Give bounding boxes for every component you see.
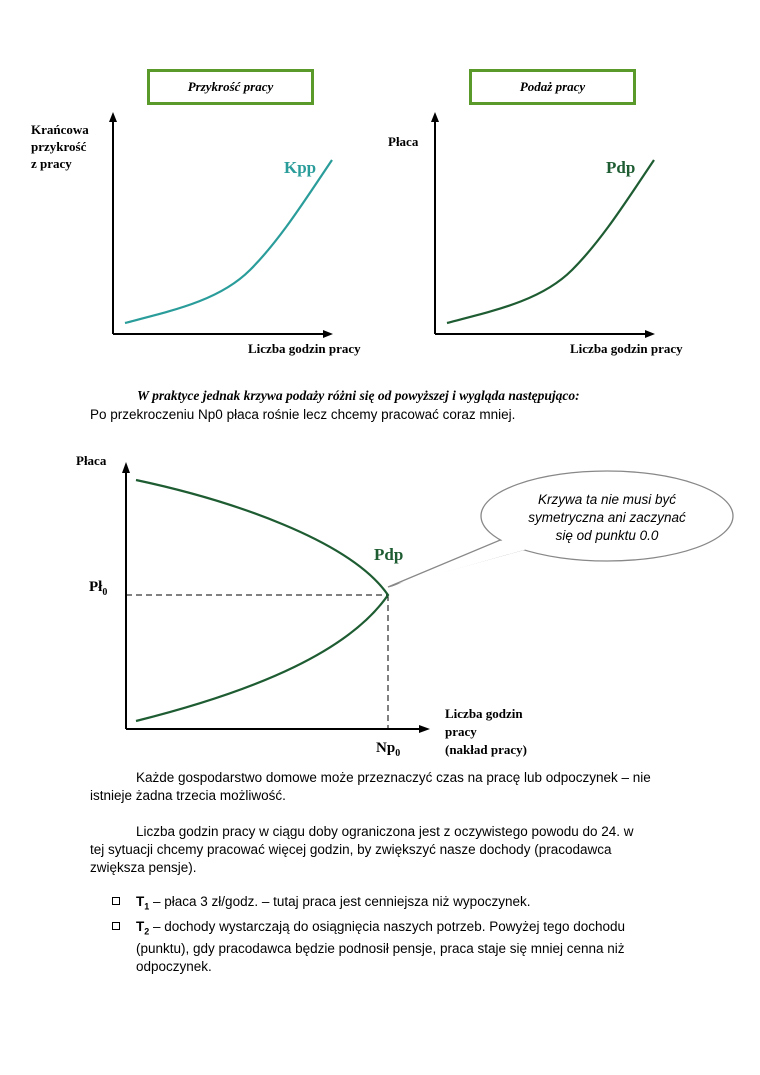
x-axis-label-left: Liczba godzin pracy	[248, 341, 361, 356]
callout-line-2: symetryczna ani zaczynać	[528, 510, 686, 525]
pdp-curve-top	[447, 160, 654, 323]
callout-line-1: Krzywa ta nie musi być	[537, 492, 677, 507]
intro-bold-line: W praktyce jednak krzywa podaży różni się od powyższej i wygląda następująco:	[137, 388, 580, 403]
square-bullet-icon	[112, 897, 120, 905]
chart-main-plot	[0, 440, 760, 770]
y-axis-label-left: Krańcowa przykrość z pracy	[31, 122, 89, 171]
x-marker-np0: $Np_0$	[376, 740, 401, 759]
kpp-label: Kpp	[284, 158, 317, 177]
y-axis-label-main: Płaca	[76, 453, 107, 468]
paragraph-1: Każde gospodarstwo domowe może przeznaczyć czas na pracę lub odpoczynek – nie istnieje żadna trzecia możliwość.	[90, 770, 651, 803]
callout-line-3: się od punktu 0.0	[555, 528, 659, 543]
x-axis-label-right: Liczba godzin pracy	[570, 341, 683, 356]
pdp-curve-main	[136, 480, 388, 721]
intro-normal-line: Po przekroczeniu Np0 płaca rośnie lecz chcemy pracować coraz mniej.	[90, 407, 516, 422]
square-bullet-icon	[112, 922, 120, 930]
list-item: $T_1$ – płaca 3 zł/godz. – tutaj praca jest cenniejsza niż wypoczynek.	[110, 893, 650, 916]
paragraph-2: Liczba godzin pracy w ciągu doby ograniczona jest z oczywistego powodu do 24. w tej sytuacji chcemy pracować więcej godzin, by zwiększyć nasze dochody (pracodawca zwiększa pensje).	[90, 824, 634, 875]
kpp-curve	[125, 160, 332, 323]
chart-title-przykrosc: Przykrość pracy	[147, 69, 314, 105]
x-axis-label-main: Liczba godzin pracy (nakład pracy)	[445, 706, 527, 757]
y-marker-pl0: $Pł_0$	[89, 579, 108, 598]
chart-right-plot	[422, 110, 662, 340]
pdp-label-top: Pdp	[606, 158, 636, 177]
chart-left-plot	[100, 110, 340, 340]
y-axis-label-right: Płaca	[388, 134, 419, 149]
pdp-label-main: Pdp	[374, 545, 404, 564]
bullet-list	[110, 893, 650, 978]
list-item: $T_2$ – dochody wystarczają do osiągnięcia naszych potrzeb. Powyżej tego dochodu (punktu), gdy pracodawca będzie podnosił pensje, praca staje się mniej cenna niż odpoczynek.	[110, 918, 650, 977]
chart-title-podaz: Podaż pracy	[469, 69, 636, 105]
